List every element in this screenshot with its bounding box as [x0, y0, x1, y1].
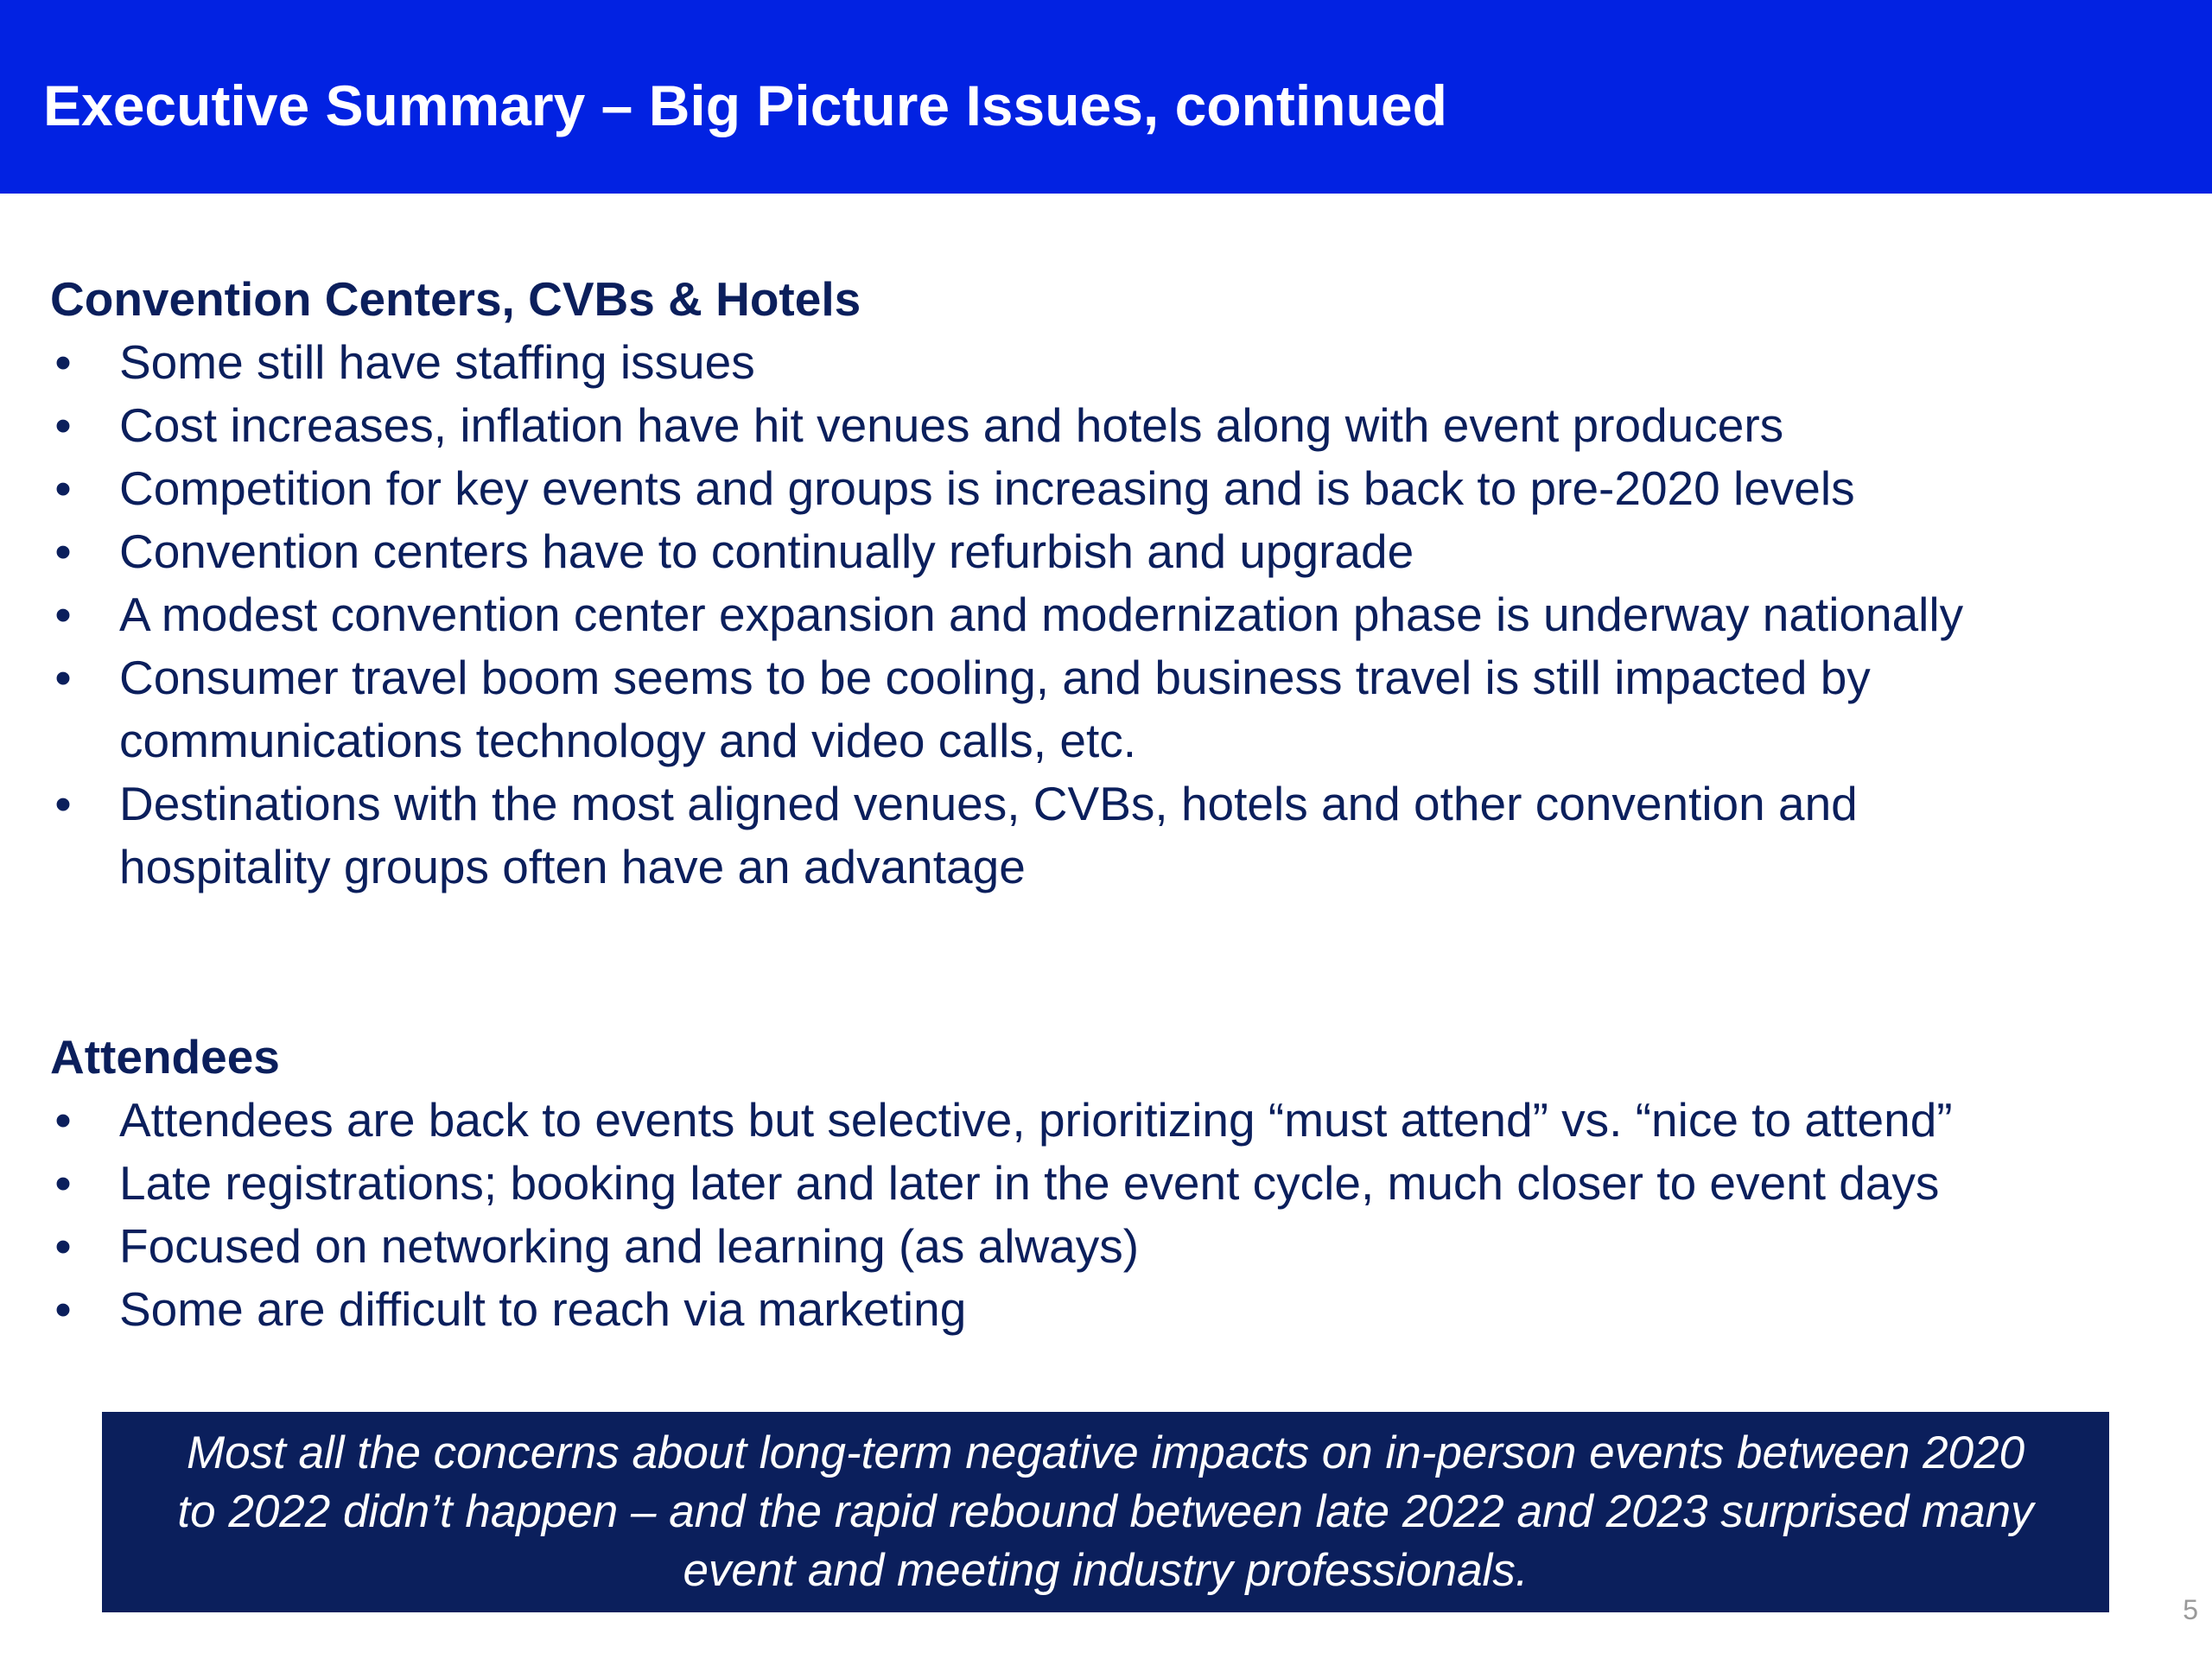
bullet-text: Attendees are back to events but selective, prioritizing “must attend” vs. “nice to attend”: [119, 1093, 1953, 1147]
section-convention-centers: [50, 268, 2124, 899]
bullet-item: [50, 1278, 2124, 1341]
bullet-text: Competition for key events and groups is increasing and is back to pre-2020 levels: [119, 461, 1855, 515]
section-attendees: [50, 1026, 2124, 1341]
bullet-dot: •: [54, 461, 72, 515]
bullet-item: [50, 331, 2124, 394]
bullet-item: [50, 1215, 2124, 1278]
bullet-item: [50, 457, 2124, 520]
bullet-text: Late registrations; booking later and later in the event cycle, much closer to event days: [119, 1156, 1940, 1210]
bullet-item: [50, 394, 2124, 457]
bullet-dot: •: [54, 588, 72, 641]
bullet-list: [50, 331, 2124, 899]
bullet-item: [50, 646, 2124, 772]
bullet-text: Some are difficult to reach via marketing: [119, 1282, 967, 1336]
bullet-dot: •: [54, 777, 72, 830]
bullet-text: communications technology and video calls, etc.: [119, 714, 1137, 767]
bullet-text: Cost increases, inflation have hit venues and hotels along with event producers: [119, 398, 1784, 452]
bullet-text: Some still have staffing issues: [119, 335, 755, 389]
bullet-dot: •: [54, 1093, 72, 1147]
header-bar: [0, 0, 2212, 194]
bullet-item: [50, 583, 2124, 646]
bullet-text: Focused on networking and learning (as always): [119, 1219, 1140, 1273]
bullet-item: [50, 1152, 2124, 1215]
bullet-text: A modest convention center expansion and modernization phase is underway nationally: [119, 588, 1964, 641]
bullet-text: Consumer travel boom seems to be cooling, and business travel is still impacted by: [119, 651, 1871, 704]
bullet-dot: •: [54, 335, 72, 389]
bullet-item: [50, 520, 2124, 583]
section-heading: Convention Centers, CVBs & Hotels: [50, 272, 861, 326]
slide-title: Executive Summary – Big Picture Issues, continued: [43, 73, 1447, 137]
bullet-dot: •: [54, 398, 72, 452]
bullet-dot: •: [54, 1219, 72, 1273]
bullet-list: [50, 1089, 2124, 1341]
bullet-dot: •: [54, 1156, 72, 1210]
bullet-dot: •: [54, 1282, 72, 1336]
callout-box: [102, 1412, 2109, 1612]
callout-text: Most all the concerns about long-term negative impacts on in-person events between 2020 to 2022 didn’t happen – and the rapid rebound between late 2022 and 2023 surprised many event and meeting industry professionals.: [177, 1427, 2034, 1596]
section-heading: Attendees: [50, 1030, 280, 1084]
bullet-item: [50, 772, 2124, 899]
page-number: 5: [2183, 1594, 2198, 1625]
bullet-text: Destinations with the most aligned venues, CVBs, hotels and other convention and: [119, 777, 1858, 830]
bullet-text: Convention centers have to continually refurbish and upgrade: [119, 524, 1414, 578]
bullet-item: [50, 1089, 2124, 1152]
bullet-dot: •: [54, 651, 72, 704]
bullet-text: hospitality groups often have an advantage: [119, 840, 1026, 893]
bullet-dot: •: [54, 524, 72, 578]
